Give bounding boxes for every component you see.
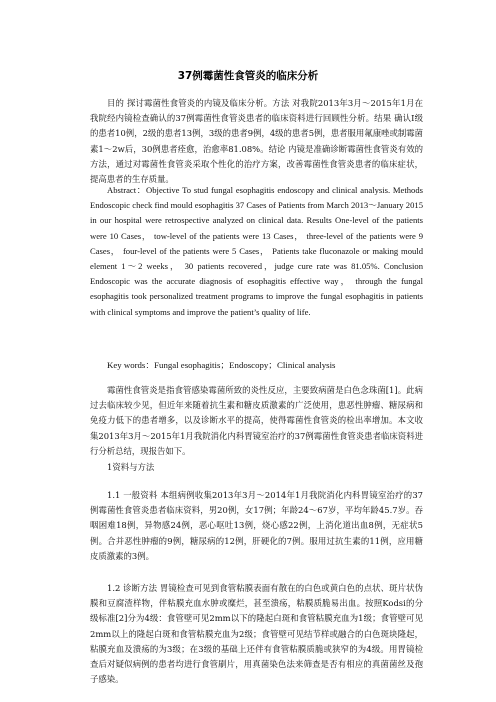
abstract-chinese: 目的 探讨霉菌性食管炎的内镜及临床分析。方法 对我院2013年3月～2015年1月在我院经内镜检查确认的37例霉菌性食管炎患者的临床资料进行回顾性分析。结果 确认Ⅰ级的患者10例，2级的患者13例，3级的患者9例，4级的患者5例，患者服用氟康唑或制霉菌素1～2w后，30例患者痊愈，治愈率81.08%。结论 内镜是准确诊断霉菌性食管炎有效的方法，通过对霉菌性食管炎采取个性化的治疗方案，改善霉菌性食管炎患者的临床症状，提高患者的生存质量。 [90, 98, 423, 185]
paragraph-diagnosis-method: 1.2 诊断方法 胃镜检查可见到食管粘膜表面有散在的白色或黄白色的点状、斑片状伪膜和豆腐渣样物，伴粘膜充血水肿或糜烂，甚至溃疡，粘膜质脆易出血。按照Kodsi的分级标准[2]分为4级：食管壁可见2mm以下的隆起白斑和食管粘膜充血为1级；食管壁可见2mm以上的隆起白斑和食管粘膜充血为2级；食管壁可见结节样或融合的白色斑块隆起，粘膜充血及溃疡的为3级；在3级的基础上还伴有食管粘膜质脆或狭窄的为4级。用胃镜检查后对疑似病例的患者均进行食管刷片，用真菌染色法来筛查是否有相应的真菌菌丝及孢子感染。 [90, 583, 423, 685]
paper-title: 37例霉菌性食管炎的临床分析 [177, 70, 319, 82]
section-heading-materials-methods: 1资料与方法 [107, 462, 155, 472]
introduction-paragraph: 霉菌性食管炎是指食管感染霉菌所致的炎性反应，主要致病菌是白色念珠菌[1]。此病过去临床较少见，但近年来随着抗生素和糖皮质激素的广泛使用，患恶性肿瘤、糖尿病和免疫力低下的患者增多，以及诊断水平的提高，使得霉菌性食管炎的检出率增加。本文收集2013年3月～2015年1月我院消化内科胃镜室治疗的37例霉菌性食管炎患者临床资料进行分析总结，现报告如下。 [90, 385, 423, 456]
paragraph-general-data: 1.1 一般资料 本组病例收集2013年3月～2014年1月我院消化内科胃镜室治疗的37例霉菌性食管炎患者临床资料，男20例，女17例；年龄24～67岁，平均年龄45.7岁。吞咽困难18例，异物感24例，恶心呕吐13例，烧心感22例，上消化道出血8例，无症状5例。合并恶性肿瘤的9例，糖尿病的12例，肝硬化的7例。服用过抗生素的11例，应用糖皮质激素的3例。 [90, 490, 423, 561]
keywords: Key words：Fungal esophagitis；Endoscopy；Clinical analysis [107, 360, 336, 370]
abstract-english: Abstract：Objective To stud fungal esophagitis endoscopy and clinical analysis. Methods Endoscopic check find mould esophagitis 37 Cases of Patients from March 2013～January 2015 in our hospital were retrospective analyzed on clinical data. Results One-level of the patients were 10 Cases， tow-level of the patients were 13 Cases， three-level of the patients were 9 Cases， four-level of the patients were 5 Cases， Patients take fluconazole or making mould element 1～2 weeks， 30 patients recovered，judge cure rate was 81.05%. Conclusion Endoscopic was the accurate diagnosis of esophagitis effective way， through the fungal esophagitis took personalized treatment programs to improve the fungal esophagitis in patients with clinical symptoms and improve the patient’s quality of life. [90, 185, 423, 317]
